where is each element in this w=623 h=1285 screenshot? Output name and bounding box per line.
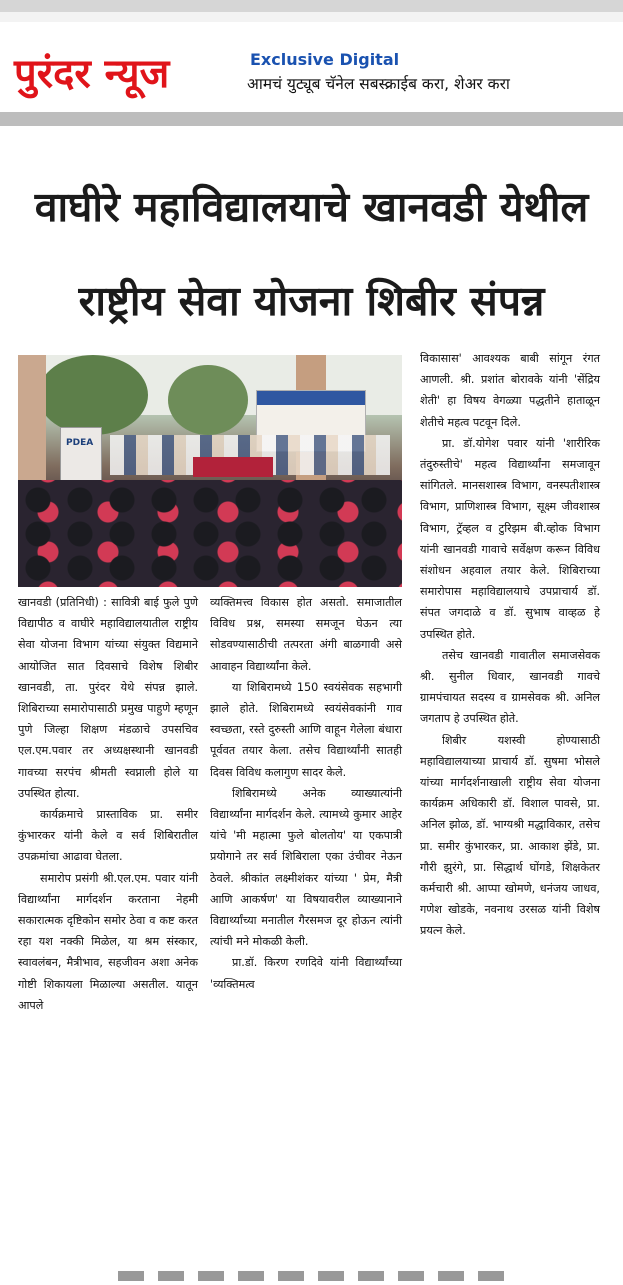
- masthead-rule: [0, 112, 623, 126]
- photo-pillar: [18, 355, 46, 495]
- top-light-strip: [0, 12, 623, 22]
- photo-table: [193, 457, 273, 477]
- brand-logo-text: पुरंदर न्यूज: [14, 51, 170, 97]
- article-column-2: [210, 592, 402, 995]
- photo-tree: [38, 355, 148, 435]
- photo-audience: [18, 480, 402, 587]
- lectern-logo-text: PDEA: [66, 438, 94, 448]
- headline-line-2: राष्ट्रीय सेवा योजना शिबीर संपन्न: [78, 277, 545, 325]
- article-paragraph: या शिबिरामध्ये 150 स्वयंसेवक सहभागी झाले होते. शिबिरामध्ये स्वयंसेवकांनी गाव स्वच्छता, रस्ते दुरुस्ती आणि वाहून गेलेला बंधारा पूर्ववत तयार केला. तसेच विद्यार्थ्यांनी सातही दिवस विविध कलागुण सादर केले.: [210, 680, 402, 779]
- article-paragraph: प्रा.डॉ. किरण रणदिवे यांनी विद्यार्थ्यांच्या 'व्यक्तिमत्व: [210, 956, 402, 991]
- masthead: [0, 40, 623, 110]
- article-column-1: [18, 592, 198, 1016]
- event-photo: [18, 355, 402, 587]
- article-paragraph: समारोप प्रसंगी श्री.एल.एम. पवार यांनी विद्यार्थ्यांना मार्गदर्शन करताना नेहमी सकारात्मक दृष्टिकोन समोर ठेवा व कष्ट करत रहा यश नक्की मिळेल, या श्रम संस्कार, स्वावलंबन, मैत्रीभाव, सहजीवन अशा अनेक गोष्टी शिकायला मिळाल्या असतील. यातून आपले: [18, 871, 198, 1012]
- article-paragraph: शिबिरामध्ये अनेक व्याख्यात्यांनी विद्यार्थ्यांना मार्गदर्शन केले. त्यामध्ये कुमार आहेर यांचे 'मी महात्मा फुले बोलतोय' या एकपात्री प्रयोगाने तर सर्व शिबिराला एका उंचीवर नेऊन ठेवले. श्रीकांत लक्ष्मीशंकर यांच्या ' प्रेम, मैत्री आणि आकर्षण' या विषयावरील व्याख्यानाने विद्यार्थ्यांच्या मनातील गैरसमज दूर होऊन त्यांनी त्यांची मने मोकळी केली.: [210, 786, 402, 949]
- subscribe-line: आमचं युट्यूब चॅनेल सबस्क्राईब करा, शेअर करा: [247, 75, 510, 93]
- photo-tree: [168, 365, 248, 435]
- article-paragraph: शिबीर यशस्वी होण्यासाठी महाविद्यालयाच्या प्राचार्य डॉ. सुषमा भोसले यांच्या मार्गदर्शनाखाली राष्ट्रीय सेवा योजना कार्यक्रम अधिकारी डॉ. विशाल पावसे, प्रा. अनिल झोळ, डॉ. भाग्यश्री मद्धाविकार, तसेच प्रा. समीर कुंभारकर, प्रा. आकाश झेंडे, प्रा. गौरी झुरंगे, प्रा. सिद्धार्थ घोंगडे, शिक्षकेतर कर्मचारी श्री. आप्पा खोमणे, धनंजय जाधव, गणेश खोडके, नवनाथ उरसळ यांनी विशेष प्रयत्न केले.: [420, 733, 600, 938]
- article-paragraph: कार्यक्रमाचे प्रास्ताविक प्रा. समीर कुंभारकर यांनी केले व सर्व शिबिरातील उपक्रमांचा आढावा घेतला.: [18, 808, 198, 864]
- article-column-3: [420, 348, 600, 942]
- article-paragraph: खानवडी (प्रतिनिधी) : सावित्री बाई फुले पुणे विद्यापीठ व वाघीरे महाविद्यालयातील राष्ट्रीय सेवा योजना विभाग यांच्या संयुक्त विद्यमाने आयोजित सात दिवसाचे विशेष शिबीर खानवडी, ता. पुरंदर येथे संपन्न झाले. शिबिराच्या समारोपासाठी प्रमुख पाहुणे म्हणून पुणे जिल्हा शिक्षण मंडळाचे उपसचिव एल.एम.पवार तर अध्यक्षस्थानी खानवडी गावच्या सरपंच श्रीमती स्वप्नाली होले या उपस्थित होत्या.: [18, 596, 198, 800]
- article-paragraph: प्रा. डॉ.योगेश पवार यांनी 'शारीरिक तंदुरुस्तीचे' महत्व विद्यार्थ्यांना समजावून सांगितले. मानसशास्त्र विभाग, वनस्पतीशास्त्र विभाग, प्राणिशास्त्र विभाग, सूक्ष्म जीवशास्त्र विभाग, ट्रॅव्हल व टुरिझम बी.व्होक विभाग यांनी खानवडी गावाचे सर्वेक्षण करून विविध संशोधन अहवाल तयार केले. शिबिराच्या समारोपास महाविद्यालयाचे उपप्राचार्य डॉ. संपत जगदाळे व डॉ. सुभाष वाव्हळ हे उपस्थित होते.: [420, 436, 600, 641]
- article-paragraph: तसेच खानवडी गावातील समाजसेवक श्री. सुनील धिवार, खानवडी गावचे ग्रामपंचायत सदस्य व ग्रामसेवक श्री. अनिल जगताप हे उपस्थित होते.: [420, 648, 600, 726]
- article-paragraph: विकासास' आवश्यक बाबी सांगून रंगत आणली. श्री. प्रशांत बोरावके यांनी 'सेंद्रिय शेती' हा विषय वेगळ्या पद्धतीने हाताळून शेतीचे महत्व पटवून दिले.: [420, 352, 600, 429]
- photo-banner-stripe: [257, 391, 365, 405]
- article-paragraph: व्यक्तिमत्त्व विकास होत असतो. समाजातील विविध प्रश्न, समस्या समजून घेऊन त्या सोडवण्यासाठीची तत्परता अंगी बाळगावी असे आवाहन विद्यार्थ्यांना केले.: [210, 596, 402, 673]
- cut-off-next-headline: [0, 1266, 623, 1280]
- headline-line-1: वाघीरे महाविद्यालयाचे खानवडी येथील: [34, 183, 589, 231]
- headline: [14, 160, 609, 348]
- top-gray-strip: [0, 0, 623, 12]
- tagline: Exclusive Digital: [250, 50, 400, 69]
